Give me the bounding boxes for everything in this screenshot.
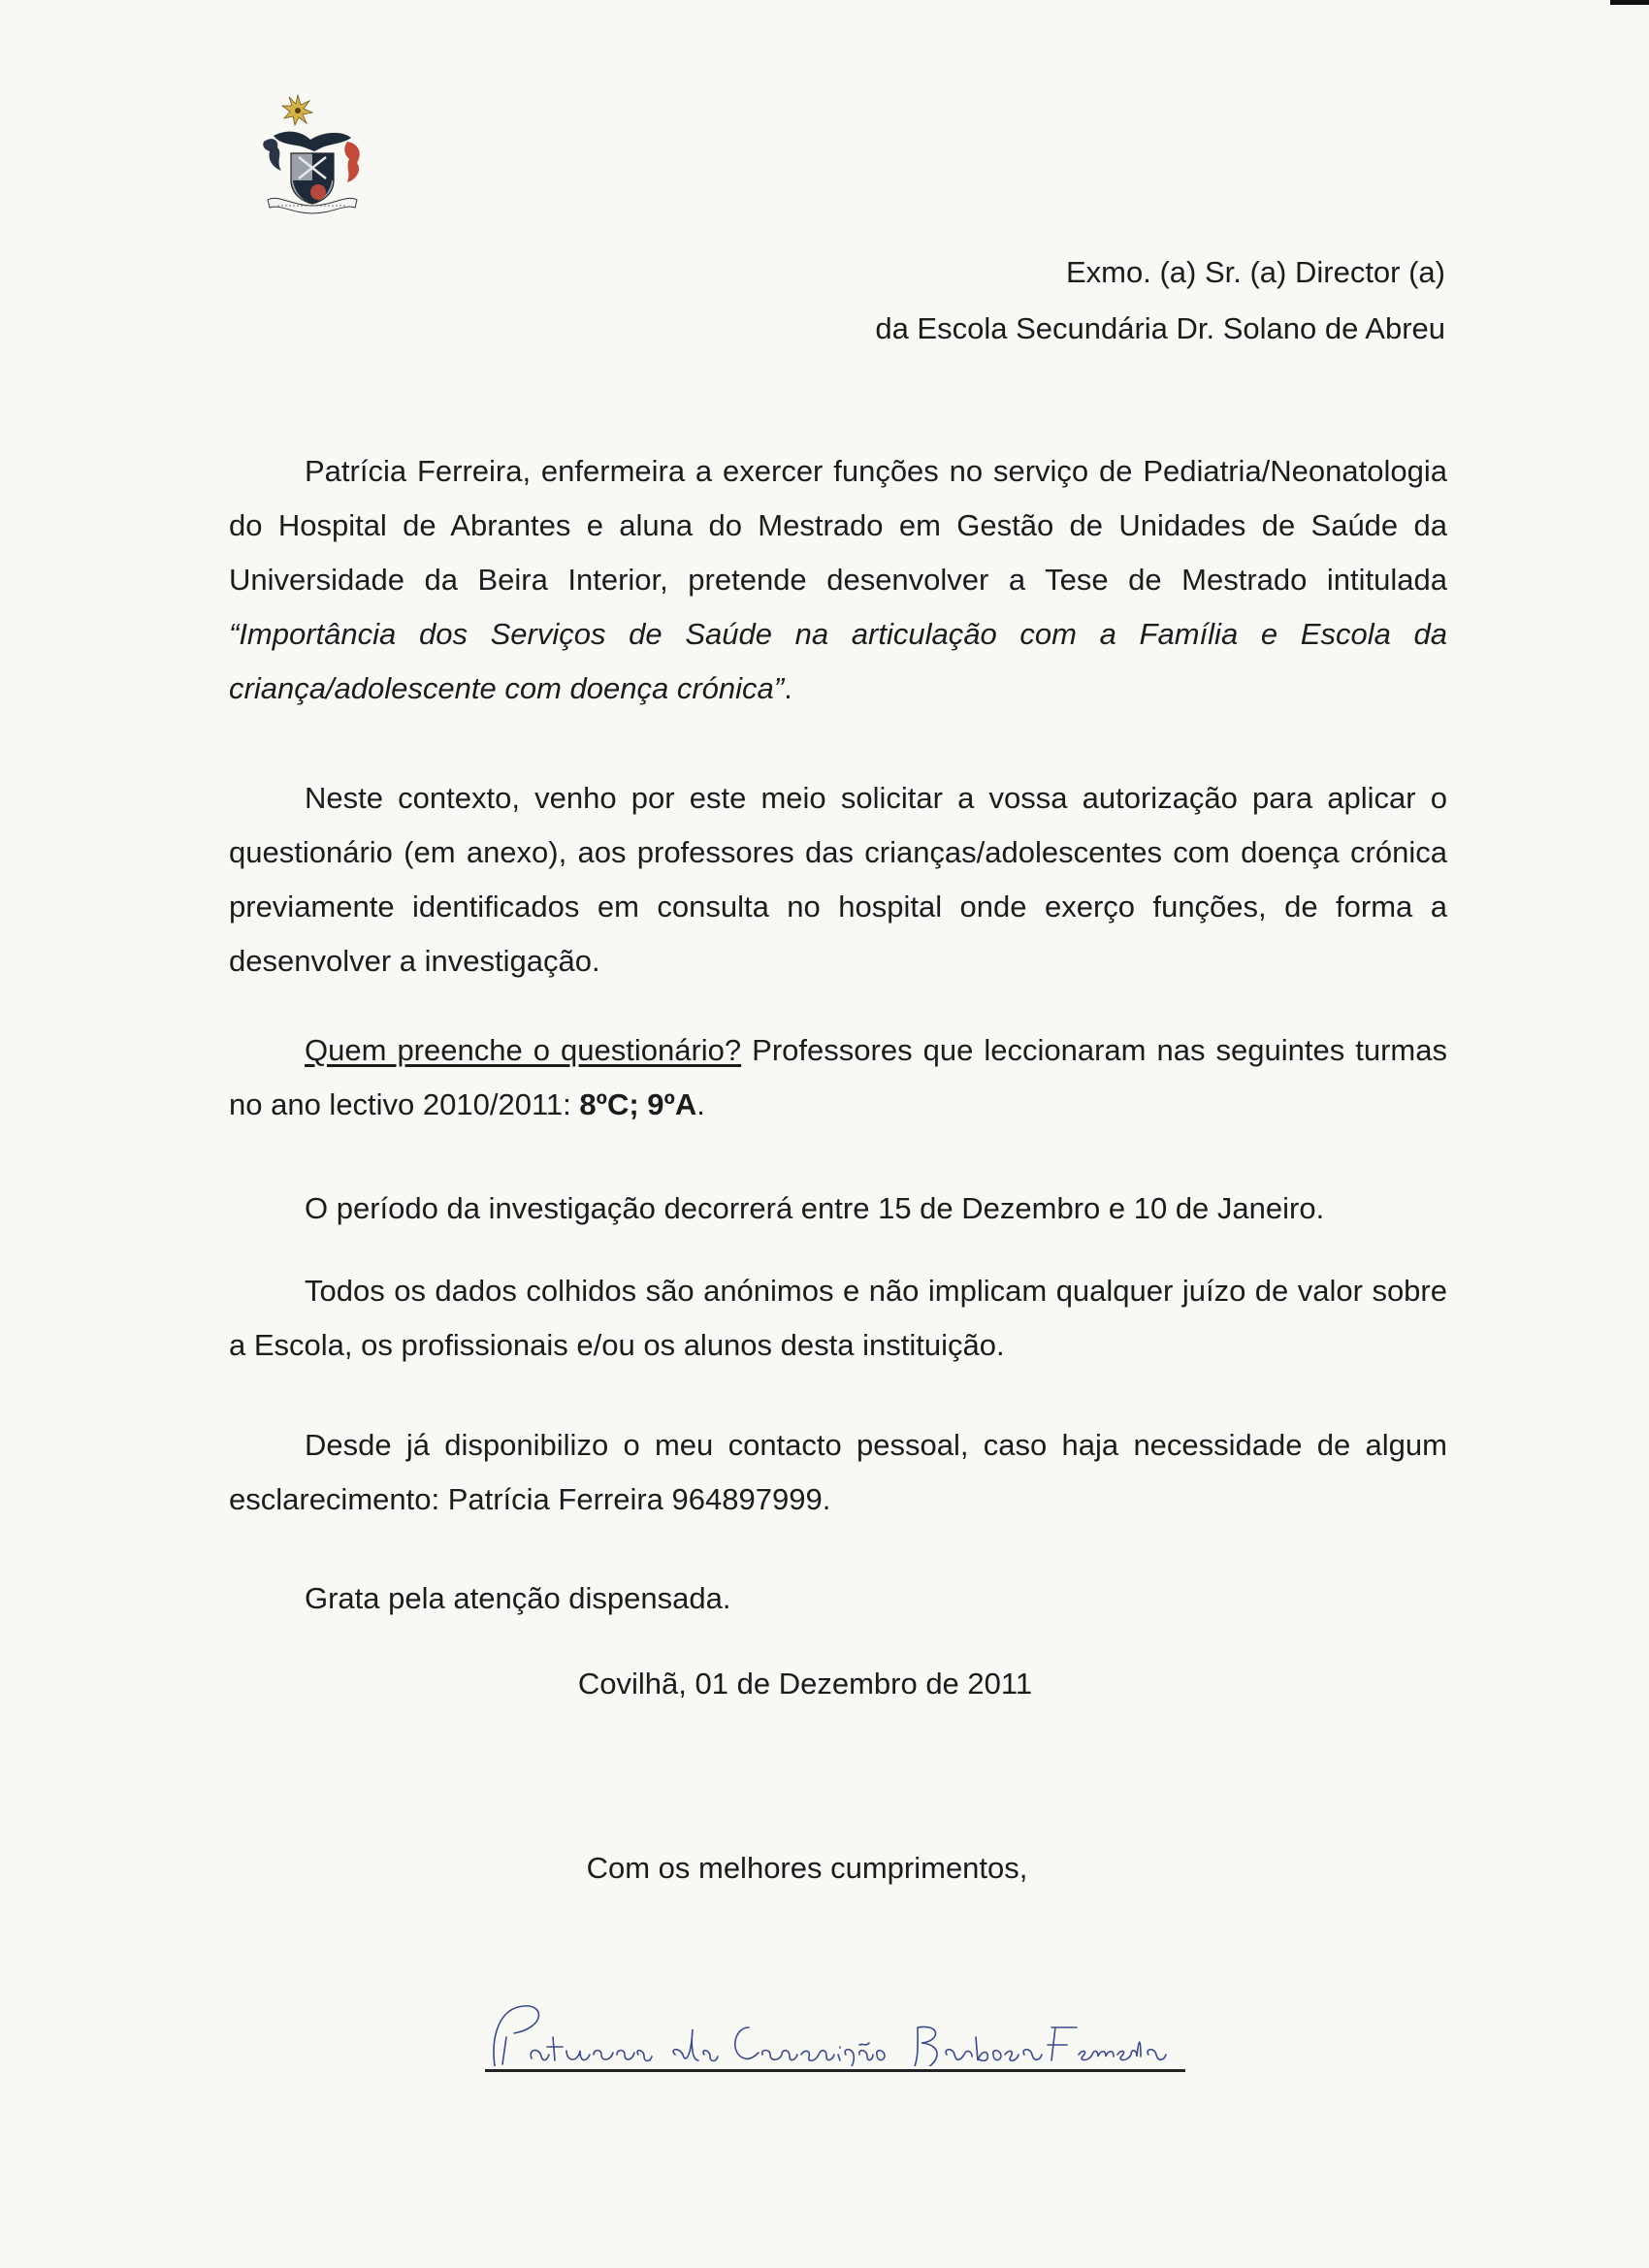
- university-coat-of-arms-icon: [254, 93, 371, 217]
- anonymity-text: Todos os dados colhidos são anónimos e não implicam qualquer juízo de valor sobre a Escola, os profissionais e/ou os alunos desta instituição.: [229, 1274, 1447, 1362]
- contact-text: Desde já disponibilizo o meu contacto pessoal, caso haja necessidade de algum esclarecimento: Patrícia Ferreira 964897999.: [229, 1428, 1447, 1516]
- class-list: 8ºC; 9ºA: [579, 1087, 697, 1121]
- respondents-end: .: [696, 1087, 705, 1121]
- request-text: Neste contexto, venho por este meio solicitar a vossa autorização para aplicar o questionário (em anexo), aos professores das crianças/adolescentes com doença crónica previamente identificados em consulta no hospital onde exerço funções, de forma a desenvolver a investigação.: [229, 781, 1447, 978]
- thesis-title: “Importância dos Serviços de Saúde na articulação com a Família e Escola da criança/adolescente com doença crónica”: [229, 617, 1447, 705]
- period-text: O período da investigação decorrerá entre 15 de Dezembro e 10 de Janeiro.: [305, 1191, 1325, 1225]
- paragraph-anonymity: [229, 1264, 1447, 1373]
- paragraph-request: [229, 771, 1447, 988]
- intro-text: Patrícia Ferreira, enfermeira a exercer funções no serviço de Pediatria/Neonatologia do Hospital de Abrantes e aluna do Mestrado em Gestão de Unidades de Saúde da Universidade da Beira Interior, pretende desenvolver a Tese de Mestrado intitulada: [229, 454, 1447, 597]
- addressee-block: [875, 244, 1445, 357]
- scan-edge-mark: [1610, 0, 1649, 5]
- paragraph-respondents: [229, 1023, 1447, 1132]
- star-icon: [282, 95, 312, 125]
- addressee-line-1: Exmo. (a) Sr. (a) Director (a): [1066, 255, 1445, 289]
- thanks-text: Grata pela atenção dispensada.: [305, 1581, 731, 1615]
- addressee-line-2: da Escola Secundária Dr. Solano de Abreu: [875, 311, 1445, 345]
- paragraph-contact: [229, 1418, 1447, 1527]
- intro-end: .: [784, 671, 792, 705]
- handwritten-signature: [485, 1998, 1193, 2066]
- paragraph-introduction: [229, 444, 1447, 716]
- paragraph-period: [229, 1182, 1447, 1236]
- signature-line: [485, 2069, 1185, 2072]
- paragraph-thanks: [229, 1571, 1447, 1626]
- respondents-text: Professores que leccionaram nas seguintes turmas no ano lectivo 2010/2011:: [229, 1033, 1447, 1121]
- respondents-question: Quem preenche o questionário?: [305, 1033, 742, 1067]
- place-date: Covilhã, 01 de Dezembro de 2011: [577, 1667, 1033, 1701]
- closing-salutation: Com os melhores cumprimentos,: [586, 1851, 1028, 1885]
